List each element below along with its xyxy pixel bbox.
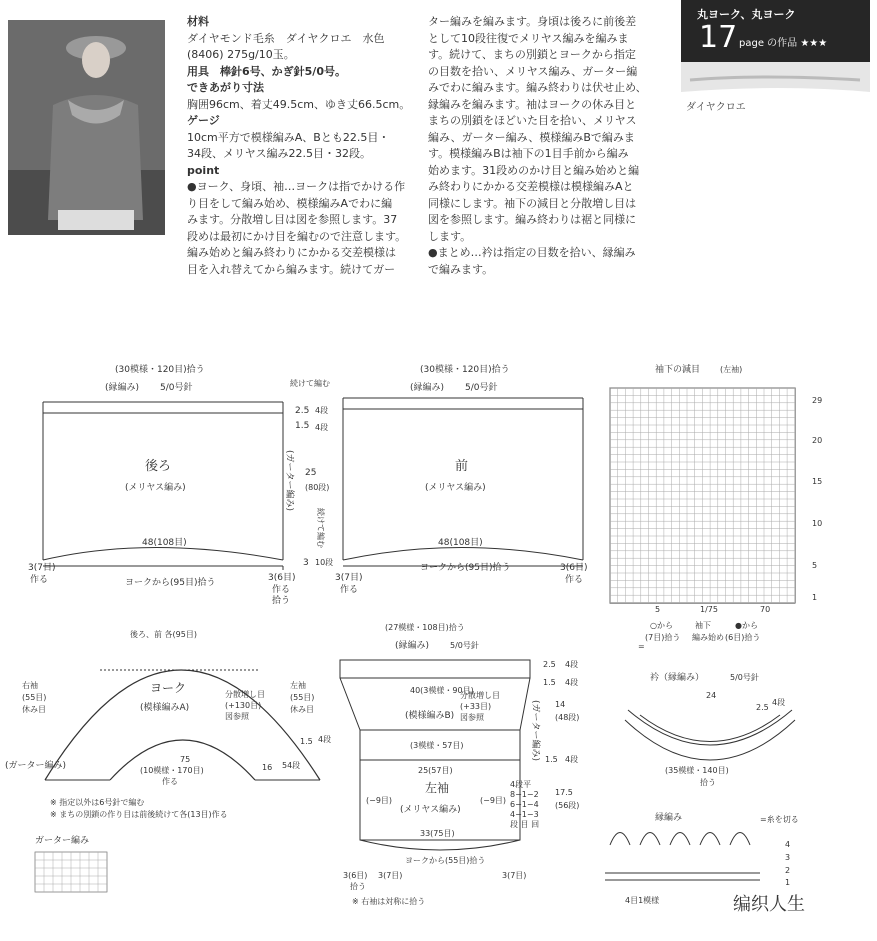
left-sleeve-title: 左袖	[425, 781, 450, 795]
one-pattern: 4目1模様	[625, 896, 660, 905]
back-width: 48(108目)	[142, 538, 187, 548]
p7: (7目)拾う	[645, 633, 681, 642]
yoke-title: ヨーク	[150, 681, 187, 695]
instruction-line: 始めます。31段めのかけ目と編み始めと編	[428, 163, 640, 177]
front-make2: 作る	[565, 575, 584, 585]
edge-chart-title: 縁編み	[655, 813, 683, 823]
c4: 4段	[772, 698, 786, 707]
y75: 75	[180, 755, 191, 764]
row-15: 15	[812, 477, 823, 486]
c35: (35模様・140目)	[665, 766, 729, 775]
inc2: (+130目)	[225, 701, 262, 710]
sl37: 3(7目)	[378, 871, 403, 880]
r10: 10段	[315, 558, 334, 567]
ytsukuru: 作る	[162, 777, 178, 786]
materials-line: (8406) 275g/10玉。	[187, 48, 295, 61]
s15: 1.5	[543, 678, 556, 687]
y170: (10模様・170目)	[140, 766, 204, 775]
y54: 54段	[282, 761, 301, 770]
r-sleeve2: (55目)	[22, 693, 47, 702]
c-hiro: 拾う	[700, 778, 716, 787]
materials-line: 段めは最初にかけ目を編むので注意します。	[187, 229, 407, 243]
y4: 4段	[318, 735, 332, 744]
front-make: 作る	[340, 585, 359, 595]
edge-row-2: 2	[785, 866, 791, 875]
collar-title: 衿（縁編み）	[650, 673, 705, 683]
left-sleeve-p: (左袖)	[720, 365, 743, 374]
sl-from: ヨークから(55目)拾う	[405, 856, 486, 865]
s4b: 4段	[565, 678, 579, 687]
sleeve-start: 袖下	[695, 621, 711, 630]
materials-line: できあがり寸法	[187, 81, 264, 94]
instruction-line: す。模様編みBは袖下の1目手前から編み	[428, 147, 629, 160]
front-top-label: (30模様・120目)拾う	[420, 365, 510, 375]
note2: ※ まちの別鎖の作り目は前後続けて各(13目)作る	[50, 810, 228, 819]
materials-line: point	[187, 163, 220, 177]
ch5: 5	[655, 605, 661, 614]
instruction-line: の目数を拾い、メリヤス編み、ガーター編	[428, 64, 638, 78]
sl-inc3: 図参照	[460, 713, 484, 722]
right-note: ※ 右袖は対称に拾う	[352, 897, 426, 906]
instruction-line: み終わりにかかる交差模様は模様編みAと	[428, 180, 634, 193]
cut-legend: =糸を切る	[760, 815, 799, 824]
edge-row-4: 4	[785, 840, 791, 849]
yoke-top: 後ろ、前 各(95目)	[130, 630, 197, 639]
page-suffix: page の作品 ★★★	[739, 38, 828, 49]
w24: 24	[706, 691, 717, 700]
tsuzukete2: 続けて編む	[316, 508, 325, 548]
sl40: 40(3模様・90目)	[410, 686, 474, 695]
d15: 1.5	[295, 421, 310, 431]
dec2: 8−1−2	[510, 790, 539, 799]
y16: 16	[262, 763, 273, 772]
back-make2: 作る	[272, 585, 291, 595]
edge-row-1: 1	[785, 878, 791, 887]
back-from-yoke: ヨークから(95目)拾う	[125, 578, 216, 588]
instruction-line: として10段往復でメリヤス編みを編みま	[428, 31, 629, 45]
instruction-line: まちの別鎖をほどいた目を拾い、メリヤス	[428, 114, 637, 127]
sl36: 3(6目)	[343, 871, 368, 880]
instruction-line: みでわに編みます。編み終わりは伏せ止め、	[428, 81, 647, 94]
s14: 14	[555, 700, 566, 709]
ch175: 1/75	[700, 605, 718, 614]
materials-line: 材料	[187, 15, 209, 28]
dec1: 4段平	[510, 780, 532, 789]
materials-line: 10cm平方で模様編みA、Bとも22.5目・	[187, 130, 390, 144]
sleeve-dec-title: 袖下の減目	[655, 365, 701, 375]
edge-row-3: 3	[785, 853, 791, 862]
tsuzukete-label: 続けて編む	[290, 379, 330, 388]
row-10: 10	[812, 519, 823, 528]
r-sleeve: 右袖	[22, 681, 38, 690]
yarn-name: ダイヤクロエ	[686, 102, 746, 113]
inc1: 分散増し目	[225, 690, 265, 699]
back-make: 作る	[30, 575, 49, 585]
sl-hook: 5/0号針	[450, 641, 479, 650]
header-title: 丸ヨーク、丸ヨーク	[697, 8, 796, 21]
inc3: 図参照	[225, 712, 249, 721]
rest: 休み目	[22, 705, 46, 714]
row-5: 5	[812, 561, 818, 570]
s4c: 4段	[565, 755, 579, 764]
materials-line: ●ヨーク、身頃、袖…ヨークは指でかける作	[187, 180, 406, 193]
instruction-line: で編みます。	[428, 262, 494, 276]
sl-inc: 分散増し目	[460, 691, 500, 700]
back-title: 後ろ	[145, 459, 172, 474]
back-edge-label: (縁編み)	[105, 383, 140, 393]
instruction-line: 同様にします。袖下の減目と分散増し目は	[428, 196, 637, 210]
back-m36: 3(6目)	[268, 573, 296, 583]
front-hook-label: 5/0号針	[465, 383, 498, 393]
s48: (48段)	[555, 713, 580, 722]
garter-label: (ガーター編み)	[284, 450, 294, 512]
dec5: 段 目 回	[510, 820, 540, 829]
front-from-yoke: ヨークから(95目)拾う	[420, 563, 511, 573]
sl-st: (メリヤス編み)	[400, 805, 461, 815]
watermark: 编织人生	[733, 894, 805, 915]
sl-top: (27模様・108目)拾う	[385, 623, 465, 632]
materials-line: 用具 棒針6号、かぎ針5/0号。	[187, 64, 346, 78]
garter2: (ガーター編み)	[5, 761, 67, 771]
s175: 17.5	[555, 788, 573, 797]
dec4: 4−1−3	[510, 810, 539, 819]
patA: (模様編みA)	[140, 703, 190, 713]
front-width: 48(108目)	[438, 538, 483, 548]
r4a: 4段	[315, 406, 329, 415]
instruction-line: 縁編みを編みます。袖はヨークの休み目と	[428, 97, 637, 111]
sl57: (3模様・57目)	[410, 741, 464, 750]
front-title: 前	[455, 459, 469, 474]
r4b: 4段	[315, 423, 329, 432]
p6: (6目)拾う	[725, 633, 761, 642]
back-stitch: (メリヤス編み)	[125, 483, 186, 493]
row-1: 1	[812, 593, 818, 602]
instruction-line: ●まとめ…衿は指定の目数を拾い、縁編み	[428, 246, 636, 259]
s56: (56段)	[555, 801, 580, 810]
sl-hiro: 拾う	[350, 882, 366, 891]
front-stitch: (メリヤス編み)	[425, 483, 486, 493]
instruction-line: ター編みを編みます。身頃は後ろに前後差	[428, 15, 637, 28]
instruction-line: す。続けて、まちの別鎖とヨークから指定	[428, 48, 636, 61]
from6: ●から	[735, 621, 758, 630]
back-make3: 3(7目)	[28, 563, 56, 573]
sl25: 25(57目)	[418, 766, 453, 775]
rest2: 休み目	[290, 705, 314, 714]
dec3: 6−1−4	[510, 800, 539, 809]
sl-edge: (縁編み)	[395, 641, 430, 651]
materials-line: みます。分散増し目は図を参照します。37	[187, 213, 398, 226]
l-sleeve2: (55目)	[290, 693, 315, 702]
s-garter: (ガーター編み)	[530, 700, 540, 762]
edge-stitch-chart	[605, 833, 760, 881]
row-29: 29	[812, 396, 823, 405]
s15b: 1.5	[545, 755, 558, 764]
sl9b: (−9目)	[480, 796, 507, 805]
sleeve-start2: 編み始め	[692, 633, 724, 642]
d3: 3	[303, 558, 309, 568]
instruction-line: 図を参照します。編み終わりは裾と同様に	[428, 213, 637, 226]
back-top-label: (30模様・120目)拾う	[115, 365, 205, 375]
sl9a: (−9目)	[366, 796, 393, 805]
materials-line: ダイヤモンド毛糸 ダイヤクロエ 水色	[187, 31, 385, 45]
front-m36: 3(6目)	[560, 563, 588, 573]
row-20: 20	[812, 436, 823, 445]
sl33: 33(75目)	[420, 829, 455, 838]
s25: 2.5	[543, 660, 556, 669]
ch70: 70	[760, 605, 771, 614]
instruction-line: 編み、ガーター編み、模様編みBで編みま	[428, 130, 635, 144]
materials-line: 目を入れ替えてから編みます。続けてガー	[187, 262, 396, 276]
c25: 2.5	[756, 703, 769, 712]
page-number: 17	[699, 20, 738, 55]
from7: ○から	[650, 621, 673, 630]
materials-line: ゲージ	[187, 114, 220, 127]
y15: 1.5	[300, 737, 313, 746]
back-hook-label: 5/0号針	[160, 383, 193, 393]
materials-line: 34段、メリヤス編み22.5目・32段。	[187, 147, 372, 160]
sl-inc2: (+33目)	[460, 702, 492, 711]
collar-hook: 5/0号針	[730, 673, 759, 682]
front-edge-label: (縁編み)	[410, 383, 445, 393]
back-hiro: 拾う	[272, 596, 291, 606]
d25b: 25	[305, 468, 317, 478]
materials-line: 編み始めと編み終わりにかかる交差模様は	[187, 246, 396, 259]
instruction-line: します。	[428, 229, 472, 243]
materials-line: 胸囲96cm、着丈49.5cm、ゆき丈66.5cm。	[187, 97, 411, 111]
s4: 4段	[565, 660, 579, 669]
sl37b: 3(7目)	[502, 871, 527, 880]
r80: (80段)	[305, 483, 330, 492]
materials-line: り目をして編み始め、模様編みAでわに編	[187, 196, 393, 210]
front-make3: 3(7目)	[335, 573, 363, 583]
d25: 2.5	[295, 406, 310, 416]
garter-chart-title: ガーター編み	[35, 836, 90, 846]
note1: ※ 指定以外は6号針で編む	[50, 798, 145, 807]
sl-patB: (模様編みB)	[405, 711, 455, 721]
l-sleeve: 左袖	[290, 681, 306, 690]
legend-eq: =	[638, 642, 645, 651]
